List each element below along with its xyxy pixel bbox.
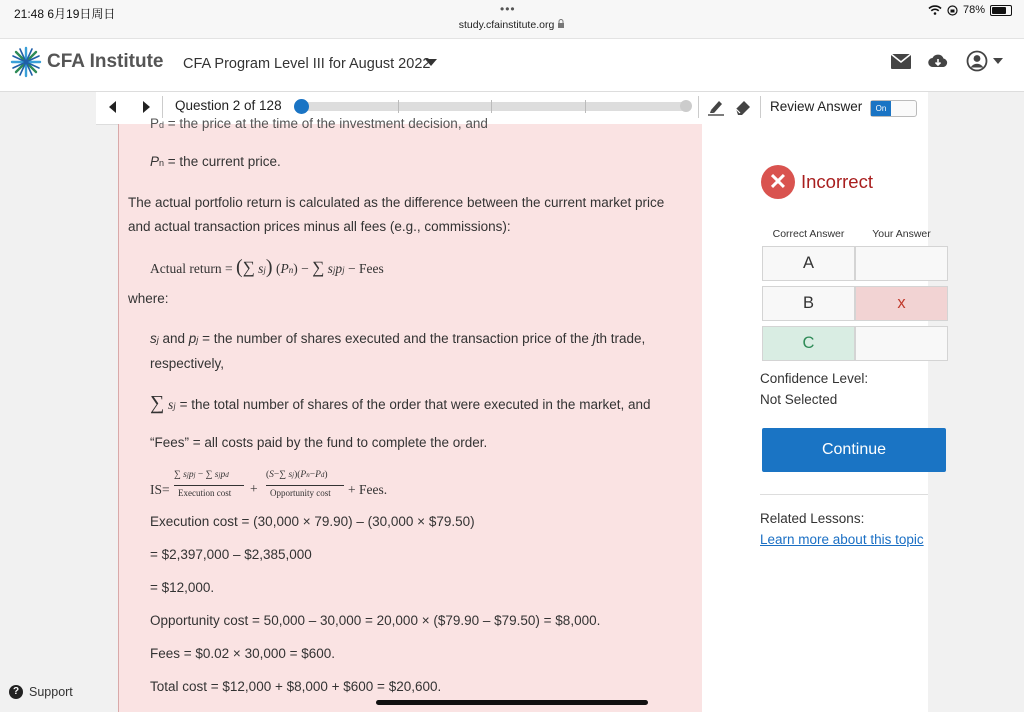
progress-end-marker (680, 100, 692, 112)
help-icon: ? (9, 685, 23, 699)
battery-icon (990, 5, 1012, 16)
support-label: Support (29, 685, 73, 699)
browser-menu-dots[interactable]: ••• (500, 2, 516, 16)
sj-definition: sj and pj = the number of shares executed and the transaction price of the jth trade, (150, 331, 646, 346)
support-button[interactable] (9, 685, 73, 699)
calc-line: = $2,397,000 – $2,385,000 (150, 547, 312, 562)
highlighter-icon[interactable] (707, 98, 725, 116)
url-bar[interactable] (0, 19, 1024, 31)
clipped-text-line: Pd = the price at the time of the investment decision, and (150, 116, 488, 131)
actual-return-formula: Actual return = (∑ sj) (Pn) − ∑ sjpj − Fees (150, 256, 384, 278)
is-fees-label: + Fees. (348, 482, 388, 497)
cloud-download-icon[interactable] (928, 53, 948, 70)
next-question-icon[interactable] (142, 101, 150, 113)
related-lesson-link[interactable]: Learn more about this topic (760, 532, 924, 547)
calc-line: = $12,000. (150, 580, 215, 595)
progress-handle[interactable] (294, 99, 309, 114)
paragraph-line: The actual portfolio return is calculated as the difference between the current market price (128, 195, 665, 210)
calc-line: Opportunity cost = 50,000 – 30,000 = 20,000 × ($79.90 – $79.50) = $8,000. (150, 613, 601, 628)
calc-line: Total cost = $12,000 + $8,000 + $600 = $20,600. (150, 679, 442, 694)
question-counter: Question 2 of 128 (175, 98, 282, 113)
review-answer-toggle[interactable] (870, 100, 917, 117)
user-menu-caret-icon[interactable] (993, 58, 1003, 64)
wifi-icon (928, 5, 942, 15)
toolbar-divider (698, 96, 699, 118)
is-execution-cost-label: Execution cost (178, 488, 232, 498)
confidence-value: Not Selected (760, 392, 838, 407)
eraser-icon[interactable] (734, 98, 752, 116)
orientation-lock-icon (947, 5, 958, 16)
toggle-on-label: On (871, 101, 891, 116)
url-text: study.cfainstitute.org (458, 19, 555, 31)
program-selector[interactable]: CFA Program Level III for August 2022 (183, 56, 431, 72)
lock-icon (557, 19, 565, 28)
calc-line: Fees = $0.02 × 30,000 = $600. (150, 646, 336, 661)
option-c-correct-cell: C (762, 326, 855, 361)
continue-button[interactable]: Continue (762, 428, 946, 472)
option-b-your-cell: x (855, 286, 948, 321)
option-c-your-cell (855, 326, 948, 361)
result-panel (702, 124, 931, 712)
status-right (928, 4, 1012, 16)
option-a-your-cell (855, 246, 948, 281)
user-avatar-icon[interactable] (966, 50, 988, 72)
status-time: 21:48 6月19日周日 (14, 7, 116, 21)
where-label: where: (128, 291, 169, 306)
progress-tick (398, 100, 399, 113)
mail-icon[interactable] (891, 54, 911, 69)
status-bar (0, 0, 1024, 39)
toolbar-divider (760, 96, 761, 118)
panel-divider (760, 494, 928, 495)
option-a-correct-cell: A (762, 246, 855, 281)
previous-question-icon[interactable] (109, 101, 117, 113)
progress-tick (491, 100, 492, 113)
incorrect-x-icon: ✕ (761, 165, 795, 199)
pn-definition: Pn = the current price. (150, 154, 281, 169)
option-b-correct-cell: B (762, 286, 855, 321)
fees-definition: “Fees” = all costs paid by the fund to complete the order. (150, 435, 488, 450)
paragraph-line: and actual transaction prices minus all fees (e.g., commissions): (128, 219, 511, 234)
caret-down-icon[interactable] (425, 59, 437, 66)
cfa-logo-icon (10, 46, 42, 78)
logo-text[interactable]: CFA Institute (47, 51, 164, 72)
confidence-label: Confidence Level: (760, 371, 869, 386)
sj-definition-cont: respectively, (150, 356, 225, 371)
question-progress-slider[interactable] (298, 102, 690, 111)
calc-line: Execution cost = (30,000 × 79.90) – (30,000 × $79.50) (150, 514, 475, 529)
sum-definition: ∑ sj = the total number of shares of the order that were executed in the market, and (150, 392, 651, 414)
progress-tick (585, 100, 586, 113)
app-header (0, 39, 1024, 92)
result-status: Incorrect (801, 171, 873, 192)
your-answer-header: Your Answer (872, 228, 931, 240)
correct-answer-header: Correct Answer (772, 228, 845, 240)
explanation-panel: Pd = the price at the time of the investment decision, and Pn = the current price. The actual portfolio return is calculated as the difference between the current market price and actual transaction prices minus all fees (e.g., commissions): Actual return = (∑ sj) (Pn) − ∑ sjpj − Fees where: sj and pj = the number of shares executed and the transaction price of the jth trade, respectively, ∑ sj = the total number of shares of the order that were executed in the market, and “Fees” = all costs paid by the fund to complete the order. IS= ∑ sjpj − ∑ sjpd Execution cost + (S−∑ sj)(Pn−Pd) Opportunity cost + Fees. Execution cost = (30,000 × 79.90) – (30,000 × $79.50) = $2,397,000 – $2,385,000 = $12,000. Opportunity cost = 50,000 – 30,000 = 20,000 × ($79.90 – $79.50) = $8,000. Fees = $0.02 × 30,000 = $600. Total cost = $12,000 + $8,000 + $600 = $20,600. (118, 124, 704, 712)
review-answer-label: Review Answer (770, 99, 863, 114)
related-lessons-label: Related Lessons: (760, 511, 865, 526)
battery-percent: 78% (962, 4, 985, 16)
is-opportunity-cost-label: Opportunity cost (270, 488, 331, 498)
toolbar-divider (162, 96, 163, 118)
home-indicator (376, 700, 648, 705)
